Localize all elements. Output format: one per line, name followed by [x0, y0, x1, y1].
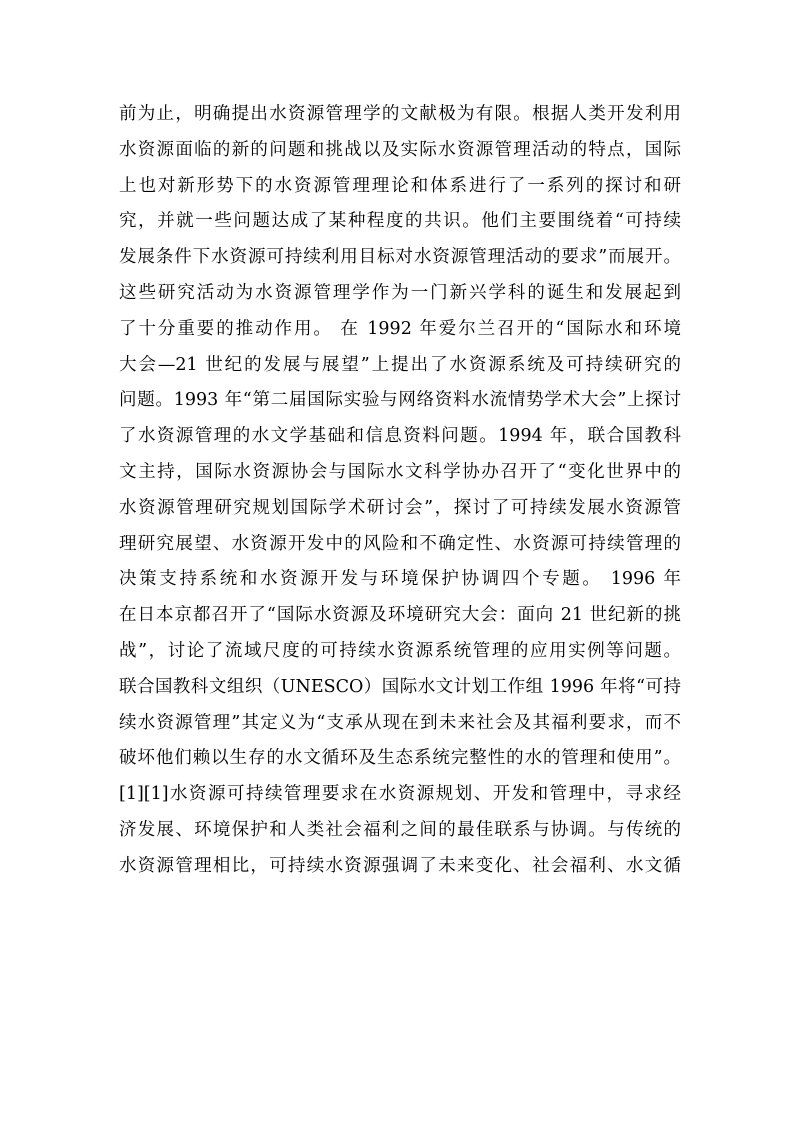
- text-line: 文主持，国际水资源协会与国际水文科学协办召开了“变化世界中的: [119, 461, 681, 482]
- text-line: 济发展、环境保护和人类社会福利之间的最佳联系与协调。与传统的: [119, 819, 681, 840]
- text-line: 上也对新形势下的水资源管理理论和体系进行了一系列的探讨和研: [119, 175, 681, 196]
- text-line: 破坏他们赖以生存的水文循环及生态系统完整性的水的管理和使用”。: [119, 748, 681, 769]
- text-line: 水资源管理研究规划国际学术研讨会”，探讨了可持续发展水资源管: [119, 497, 681, 518]
- text-line: 这些研究活动为水资源管理学作为一门新兴学科的诞生和发展起到: [119, 282, 681, 303]
- text-line: 决策支持系统和水资源开发与环境保护协调四个专题。 1996 年: [119, 569, 681, 590]
- text-line: 问题。1993 年“第二届国际实验与网络资料水流情势学术大会”上探讨: [119, 390, 681, 411]
- text-line: 了十分重要的推动作用。 在 1992 年爱尔兰召开的“国际水和环境: [119, 318, 681, 339]
- body-paragraph: [119, 97, 681, 885]
- text-line: 续水资源管理”其定义为“支承从现在到未来社会及其福利要求，而不: [119, 712, 681, 733]
- text-line: 前为止，明确提出水资源管理学的文献极为有限。根据人类开发利用: [119, 104, 681, 124]
- text-line: 水资源管理相比，可持续水资源强调了未来变化、社会福利、水文循: [119, 855, 681, 876]
- text-line: 理研究展望、水资源开发中的风险和不确定性、水资源可持续管理的: [119, 533, 681, 554]
- text-line: 究，并就一些问题达成了某种程度的共识。他们主要围绕着“可持续: [119, 211, 681, 232]
- text-line: [1][1]水资源可持续管理要求在水资源规划、开发和管理中，寻求经: [119, 784, 681, 805]
- text-line: 在日本京都召开了“国际水资源及环境研究大会：面向 21 世纪新的挑: [119, 605, 681, 626]
- text-line: 了水资源管理的水文学基础和信息资料问题。1994 年，联合国教科: [119, 426, 681, 447]
- text-line: 水资源面临的新的问题和挑战以及实际水资源管理活动的特点，国际: [119, 139, 681, 160]
- text-line: 大会—21 世纪的发展与展望”上提出了水资源系统及可持续研究的: [119, 354, 681, 375]
- text-line: 战”，讨论了流域尺度的可持续水资源系统管理的应用实例等问题。: [119, 640, 681, 661]
- text-line: 联合国教科文组织（UNESCO）国际水文计划工作组 1996 年将“可持: [119, 676, 681, 697]
- text-line: 发展条件下水资源可持续利用目标对水资源管理活动的要求”而展开。: [119, 247, 681, 268]
